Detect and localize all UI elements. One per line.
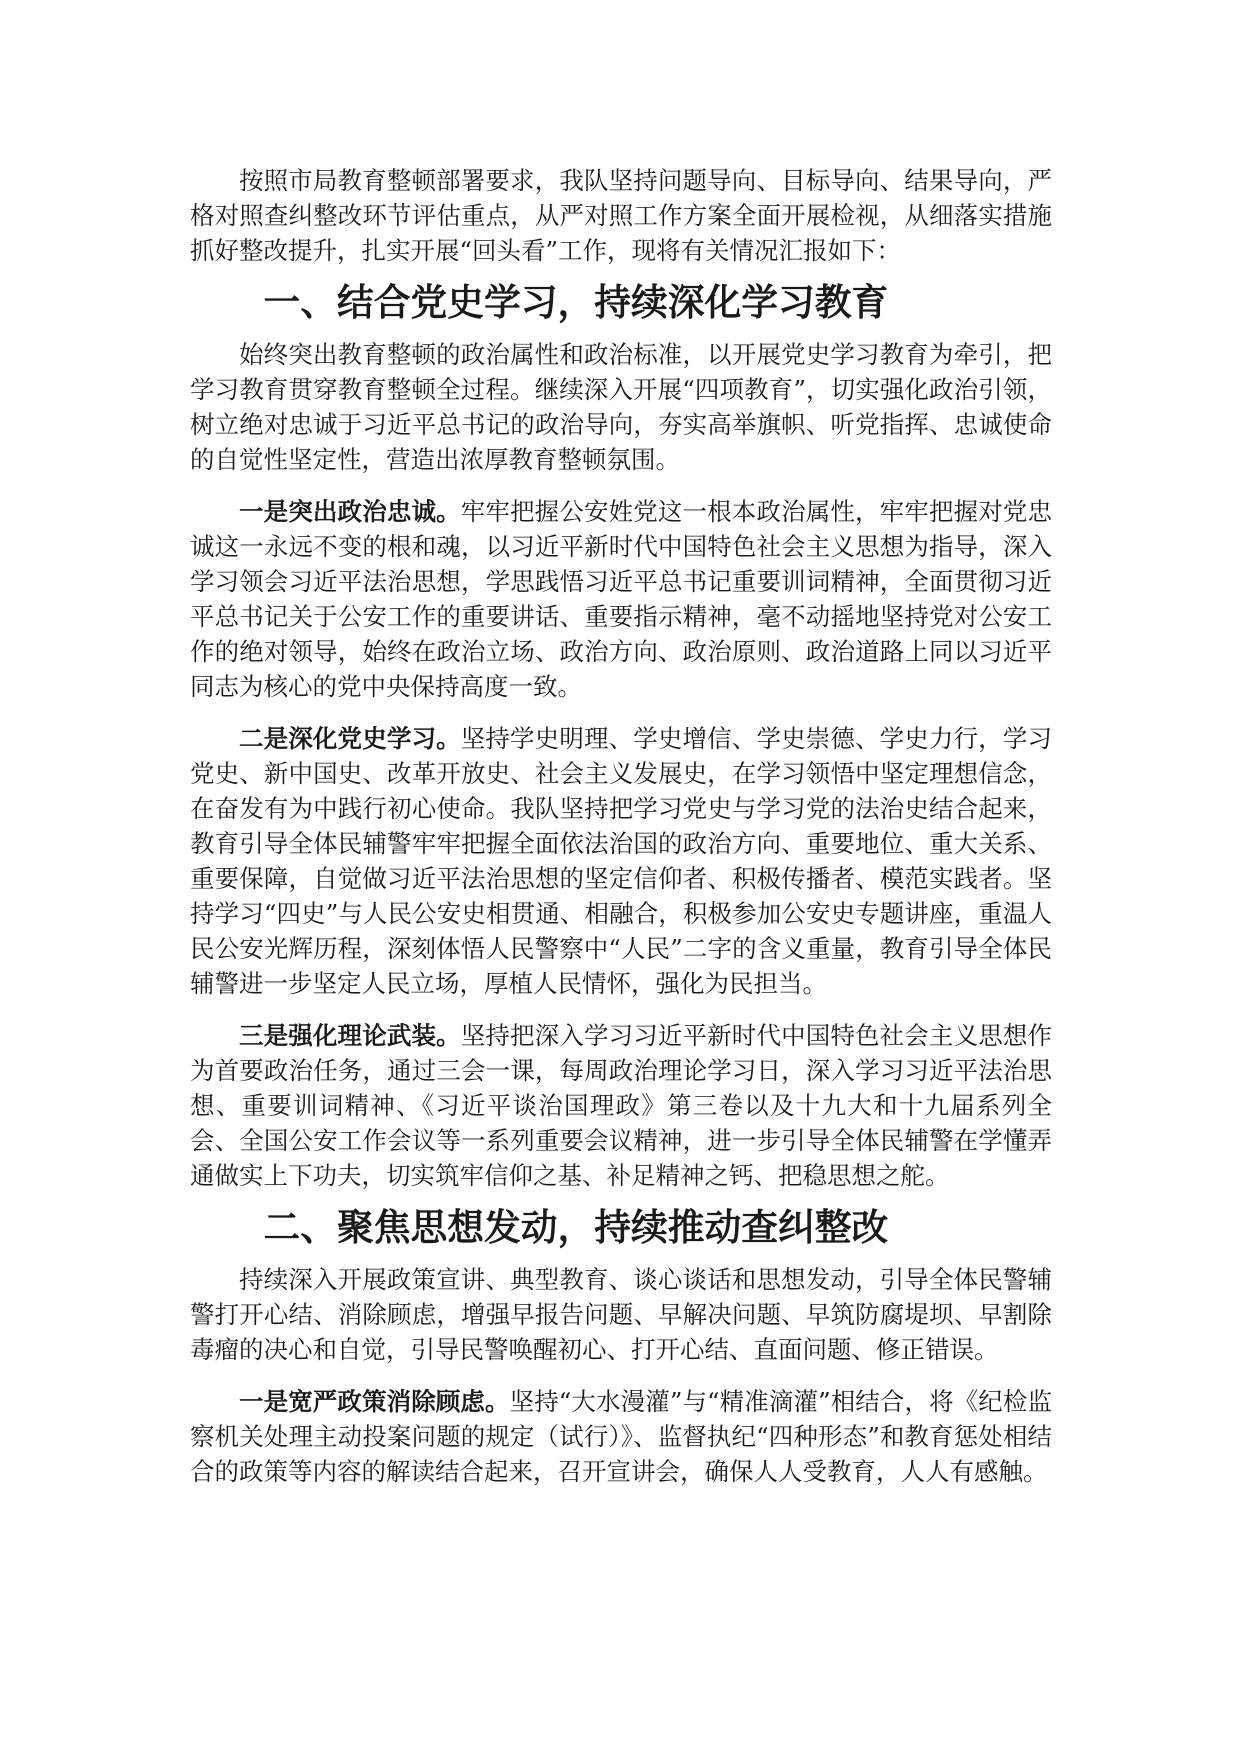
section-1-heading: 一、结合党史学习，持续深化学习教育 (263, 280, 889, 324)
item-body: 坚持学史明理、学史增信、学史崇德、学史力行，学习党史、新中国史、改革开放史、社会主义发展史，在学习领悟中坚定理想信念，在奋发有为中践行初心使命。我队坚持把学习党史与学习党的法治史结合起来，教育引导全体民辅警牢牢把握全面依法治国的政治方向、重要地位、重大关系、重要保障，自觉做习近平法治思想的坚定信仰者、积极传播者、模范实践者。坚持学习“四史”与人民公安史相贯通、相融合，积极参加公安史专题讲座，重温人民公安光辉历程，深刻体悟人民警察中“人民”二字的含义重量，教育引导全体民辅警进一步坚定人民立场，厚植人民情怀，强化为民担当。 (190, 724, 1052, 998)
item-lead: 一是突出政治忠诚。 (239, 497, 461, 526)
item-body: 牢牢把握公安姓党这一根本政治属性，牢牢把握对党忠诚这一永远不变的根和魂，以习近平新时代中国特色社会主义思想为指导，深入学习领会习近平法治思想，学思践悟习近平总书记重要训词精神，全面贯彻习近平总书记关于公安工作的重要讲话、重要指示精神，毫不动摇地坚持党对公安工作的绝对领导，始终在政治立场、政治方向、政治原则、政治道路上同以习近平同志为核心的党中央保持高度一致。 (190, 497, 1052, 701)
item-body: 坚持“大水漫灌”与“精准滴灌”相结合，将《纪检监察机关处理主动投案问题的规定（试行）》、监督执纪“四种形态”和教育惩处相结合的政策等内容的解读结合起来，召开宣讲会，确保人人受教育，人人有感触。 (190, 1387, 1053, 1486)
section-2-heading: 二、聚焦思想发动，持续推动查纠整改 (263, 1205, 889, 1249)
section-1-item-3 (190, 1018, 1052, 1193)
section-1-item-2 (190, 721, 1052, 1001)
section-2-summary: 持续深入开展政策宣讲、典型教育、谈心谈话和思想发动，引导全体民警辅警打开心结、消除顾虑，增强早报告问题、早解决问题、早筑防腐堤坝、早割除毒瘤的决心和自觉，引导民警唤醒初心、打开心结、直面问题、修正错误。 (190, 1265, 1052, 1364)
section-1-item-1 (190, 494, 1052, 704)
item-lead: 二是深化党史学习。 (239, 724, 461, 753)
document-page (190, 163, 1052, 1506)
section-1-summary: 始终突出教育整顿的政治属性和政治标准，以开展党史学习教育为牵引，把学习教育贯穿教育整顿全过程。继续深入开展“四项教育”，切实强化政治引领，树立绝对忠诚于习近平总书记的政治导向，夯实高举旗帜、听党指挥、忠诚使命的自觉性坚定性，营造出浓厚教育整顿氛围。 (190, 340, 1052, 474)
item-body: 坚持把深入学习习近平新时代中国特色社会主义思想作为首要政治任务，通过三会一课，每周政治理论学习日，深入学习习近平法治思想、重要训词精神、《习近平谈治国理政》第三卷以及十九大和十九届系列全会、全国公安工作会议等一系列重要会议精神，进一步引导全体民辅警在学懂弄通做实上下功夫，切实筑牢信仰之基、补足精神之钙、把稳思想之舵。 (190, 1021, 1052, 1190)
intro-paragraph: 按照市局教育整顿部署要求，我队坚持问题导向、目标导向、结果导向，严格对照查纠整改环节评估重点，从严对照工作方案全面开展检视，从细落实措施抓好整改提升，扎实开展“回头看”工作，现将有关情况汇报如下： (190, 166, 1052, 265)
item-lead: 三是强化理论武装。 (239, 1021, 461, 1050)
item-lead: 一是宽严政策消除顾虑。 (239, 1387, 510, 1416)
section-2-item-1 (190, 1384, 1052, 1489)
